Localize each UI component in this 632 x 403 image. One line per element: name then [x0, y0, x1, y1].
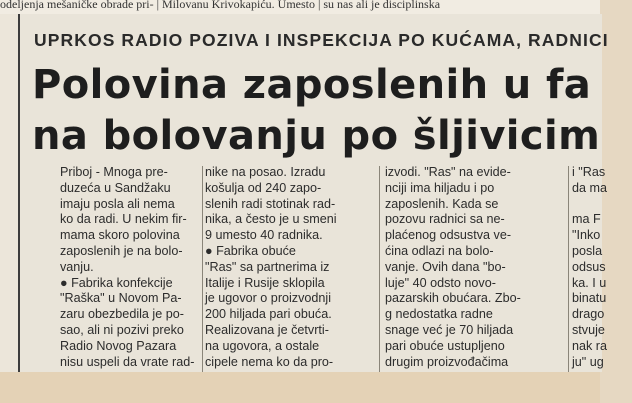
- column-divider: [568, 166, 569, 376]
- column-divider: [202, 166, 203, 376]
- article-column-1: [60, 165, 204, 385]
- article-text-line: ćina odlazi na bolo-: [385, 243, 494, 258]
- article-column-3: [385, 165, 567, 385]
- article-text-line: drago: [572, 307, 605, 322]
- article-text-line: 9 umesto 40 radnika.: [205, 228, 323, 243]
- article-text-line: da ma: [572, 180, 608, 195]
- article-text-line: zaru obezbedila je po-: [60, 307, 184, 322]
- article-text-line: g nedostatka radne: [385, 307, 493, 322]
- article-text-line: drugim proizvođačima: [385, 354, 509, 369]
- article-text-line: košulja od 240 zapo-: [205, 180, 322, 195]
- article-text-line: "Raška" u Novom Pa-: [60, 291, 182, 306]
- article-text-line: vanju.: [60, 259, 94, 274]
- article-text-line: [572, 197, 632, 213]
- article-column-2: [205, 165, 375, 385]
- article-text-line: duzeća u Sandžaku: [60, 180, 171, 195]
- article-text-line: stvuje: [572, 322, 605, 337]
- article-text-line: ko da radi. U nekim fir-: [60, 212, 187, 227]
- article-text-line: ka. I u: [572, 275, 607, 290]
- article-text-line: ● Fabrika konfekcije: [60, 275, 173, 290]
- article-kicker: UPRKOS RADIO POZIVA I INSPEKCIJA PO KUĆAMA, RADNICI: [34, 30, 609, 50]
- article-text-line: izvodi. "Ras" na evide-: [385, 165, 511, 179]
- article-text-line: nciji ima hiljadu i po: [385, 180, 495, 195]
- article-text-line: Priboj - Mnoga pre-: [60, 165, 168, 179]
- article-text-line: ma F: [572, 212, 601, 227]
- article-text-line: nak ra: [572, 338, 608, 353]
- article-text-line: Radio Novog Pazara: [60, 338, 177, 353]
- article-text-line: binatu: [572, 291, 607, 306]
- article-text-line: vanje. Ovih dana "bo-: [385, 259, 506, 274]
- article-text-line: imaju posla ali nema: [60, 196, 175, 211]
- article-text-line: na ugovora, a ostale: [205, 338, 320, 353]
- article-text-line: pazarskih obućara. Zbo-: [385, 291, 521, 306]
- article-text-line: plaćenog odsustva ve-: [385, 228, 512, 243]
- article-text-line: cipele nema ko da pro-: [205, 354, 334, 369]
- article-text-line: zaposlenih. Kada se: [385, 196, 499, 211]
- article-text-line: mama skoro polovina: [60, 228, 180, 243]
- article-text-line: nika, a često je u smeni: [205, 212, 337, 227]
- article-text-line: zaposlenih je na bolo-: [60, 243, 183, 258]
- column-divider: [379, 166, 380, 376]
- article-text-line: ● Fabrika obuće: [205, 243, 296, 258]
- article-text-line: odsus: [572, 259, 606, 274]
- article-text-line: "Ras" sa partnerima iz: [205, 259, 330, 274]
- article-text-line: nike na posao. Izradu: [205, 165, 326, 179]
- page-background: [0, 372, 600, 403]
- article-text-line: 200 hiljada pari obuća.: [205, 307, 332, 322]
- previous-article-text: odeljenja mešaničke obrade pri- | Milovanu Krivokapiću. Umesto | su nas ali je disciplinska: [0, 0, 441, 11]
- article-text-line: posla: [572, 243, 603, 258]
- article-text-line: i "Ras: [572, 165, 606, 179]
- headline-line-2: na bolovanju po šljivicim: [32, 113, 601, 159]
- article-text-line: snage već je 70 hiljada: [385, 322, 514, 337]
- article-text-line: ju" ug: [572, 354, 604, 369]
- article-text-line: Italije i Rusije sklopila: [205, 275, 325, 290]
- article-text-line: slenih radi stotinak rad-: [205, 196, 336, 211]
- article-text-line: "Inko: [572, 228, 601, 243]
- article-column-4: [572, 165, 632, 385]
- article-text-line: Realizovana je četvrti-: [205, 322, 329, 337]
- article-text-line: je ugovor o proizvodnji: [205, 291, 332, 306]
- article-text-line: sao, ali ni pozivi preko: [60, 322, 184, 337]
- previous-article-strip: [0, 0, 600, 14]
- article-text-line: pozovu radnici sa ne-: [385, 212, 505, 227]
- article-text-line: pari obuće ustupljeno: [385, 338, 505, 353]
- headline-line-1: Polovina zaposlenih u fa: [32, 62, 592, 108]
- article-text-line: luje" 40 odsto novo-: [385, 275, 496, 290]
- article: [18, 14, 609, 372]
- article-text-line: nisu uspeli da vrate rad-: [60, 354, 195, 369]
